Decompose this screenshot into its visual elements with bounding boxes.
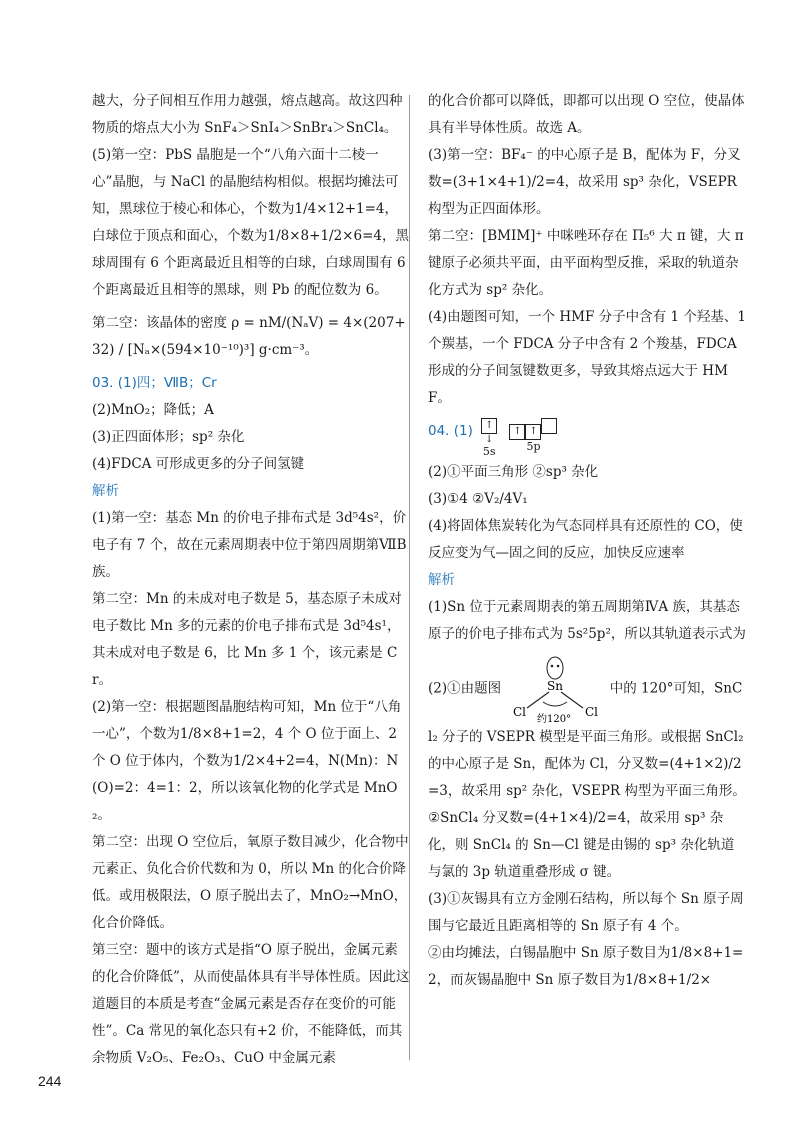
- text-paragraph: ②SnCl₄ 分叉数=(4+1×4)/2=4，故采用 sp³ 杂化，则 SnCl₄ 的 Sn—Cl 键是由锡的 sp³ 杂化轨道与氯的 3p 轨道重叠形成 σ 键。: [428, 810, 735, 880]
- text-paragraph: 第二空：[BMIM]⁺ 中咪唑环存在 Π₅⁶ 大 π 键，大 π 键原子必须共平面，由平面构型反推，采取的轨道杂化方式为 sp² 杂化。: [428, 228, 744, 298]
- answer-04-heading: 04. (1): [428, 423, 473, 439]
- sn-atom-label: Sn: [547, 679, 564, 693]
- sncl2-line: [428, 654, 746, 805]
- orbital-box-5s: ↑↓: [481, 418, 497, 434]
- bond-angle-label: 约120°: [537, 714, 572, 724]
- answer-03-heading: 03. (1)四；ⅦB；Cr: [92, 375, 217, 391]
- cl-atom-label: Cl: [513, 705, 527, 719]
- orbital-diagram: [477, 418, 501, 459]
- sncl2-structure-diagram: [505, 654, 605, 724]
- text-paragraph: ②由均摊法，白锡晶胞中 Sn 原子数目为1/8×8+1=2，而灰锡晶胞中 Sn 原子数目为1/8×8+1/2×: [428, 945, 744, 988]
- right-column: [428, 88, 746, 994]
- orbital-box-5p: [541, 418, 557, 434]
- text-paragraph: 第三空：题中的该方式是指“O 原子脱出，金属元素的化合价降低”，从而使晶体具有半导体性质。因此这道题目的本质是考查“金属元素是否存在变价的可能性”。Ca 常见的氧化态只有+2 价，不能降低，而其余物质 V₂O₅、Fe₂O₃、CuO 中金属元素: [92, 942, 410, 1066]
- orbital-box-5p: ↑: [525, 424, 541, 440]
- text-paragraph: 第二空：该晶体的密度 ρ = nM/(NₐV) = 4×(207+32) / [Nₐ×(594×10⁻¹⁰)³] g·cm⁻³。: [92, 315, 406, 358]
- answer-line: (2)①平面三角形 ②sp³ 杂化: [428, 464, 599, 480]
- orbital-label-5s: 5s: [482, 445, 496, 458]
- text-paragraph: (3)第一空：BF₄⁻ 的中心原子是 B，配体为 F，分叉数=(3+1×4+1)/2=4，故采用 sp³ 杂化，VSEPR 构型为正四面体形。: [428, 147, 741, 217]
- text-paragraph: (2)第一空：根据题图晶胞结构可知，Mn 位于“八角一心”，个数为1/8×8+1=2，4 个 O 位于面上、2 个 O 位于体内，个数为1/2×4+2=4，N(Mn)：N(O)=2：4=1：2，所以该氧化物的化学式是 MnO₂。: [92, 699, 402, 823]
- answer-line: (3)正四面体形；sp² 杂化: [92, 429, 245, 445]
- left-column: [92, 88, 410, 1072]
- text-fragment: 中的 120°可知，SnCl₂ 分子的 VSEPR 模型是平面三角形。或根据 SnCl₂ 的中心原子是 Sn，配体为 Cl，分叉数=(4+1×2)/2=3，故采用 sp² 杂化，VSEPR 构型为平面三角形。: [428, 680, 746, 799]
- answer-line: (3)①4 ②V₂/4V₁: [428, 491, 528, 507]
- answer-line: (4)FDCA 可形成更多的分子间氢键: [92, 456, 305, 472]
- text-paragraph: 越大，分子间相互作用力越强，熔点越高。故这四种物质的熔点大小为 SnF₄＞SnI₄＞SnBr₄＞SnCl₄。: [92, 93, 403, 136]
- analysis-label: 解析: [428, 572, 455, 588]
- text-paragraph: 第二空：Mn 的未成对电子数是 5，基态原子未成对电子数比 Mn 多的元素的价电子排布式是 3d⁵4s¹，其未成对电子数是 6，比 Mn 多 1 个，该元素是 Cr。: [92, 591, 402, 688]
- text-paragraph: (5)第一空：PbS 晶胞是一个“八角六面十二棱一心”晶胞，与 NaCl 的晶胞结构相似。根据均摊法可知，黑球位于棱心和体心，个数为1/4×12+1=4，白球位于顶点和面心，个数为1/8×8+1/2×6=4，黑球周围有 6 个距离最近且相等的白球，白球周围有 6 个距离最近且相等的黑球，则 Pb 的配位数为 6。: [92, 147, 409, 298]
- text-paragraph: (4)由题图可知，一个 HMF 分子中含有 1 个羟基、1 个羰基，一个 FDCA 分子中含有 2 个羧基，FDCA 形成的分子间氢键数更多，导致其熔点远大于 HMF。: [428, 309, 746, 406]
- text-paragraph: 第二空：出现 O 空位后，氧原子数目减少，化合物中元素正、负化合价代数和为 0，所以 Mn 的化合价降低。或用极限法，O 原子脱出去了，MnO₂→MnO，化合价降低。: [92, 834, 409, 931]
- cl-atom-label: Cl: [585, 705, 599, 719]
- text-fragment: (2)①由题图: [428, 680, 502, 697]
- orbital-box-5p: ↑: [509, 424, 525, 440]
- text-paragraph: (1)第一空：基态 Mn 的价电子排布式是 3d⁵4s²，价电子有 7 个，故在元素周期表中位于第四周期第ⅦB 族。: [92, 510, 407, 580]
- answer-04-line: [428, 418, 746, 459]
- orbital-label-5p: 5p: [526, 440, 541, 453]
- orbital-diagram-p: [505, 418, 561, 454]
- text-paragraph: (3)①灰锡具有立方金刚石结构，所以每个 Sn 原子周围与它最近且距离相等的 Sn 原子有 4 个。: [428, 891, 744, 934]
- text-paragraph: (1)Sn 位于元素周期表的第五周期第ⅣA 族，其基态原子的价电子排布式为 5s²5p²，所以其轨道表示式为: [428, 599, 746, 642]
- answer-line: (2)MnO₂；降低；A: [92, 402, 214, 418]
- answer-line: (4)将固体焦炭转化为气态同样具有还原性的 CO，使反应变为气—固之间的反应，加快反应速率: [428, 518, 743, 561]
- page-number: 244: [38, 1073, 62, 1089]
- text-paragraph: 的化合价都可以降低，即都可以出现 O 空位，使晶体具有半导体性质。故选 A。: [428, 93, 745, 136]
- analysis-label: 解析: [92, 483, 119, 499]
